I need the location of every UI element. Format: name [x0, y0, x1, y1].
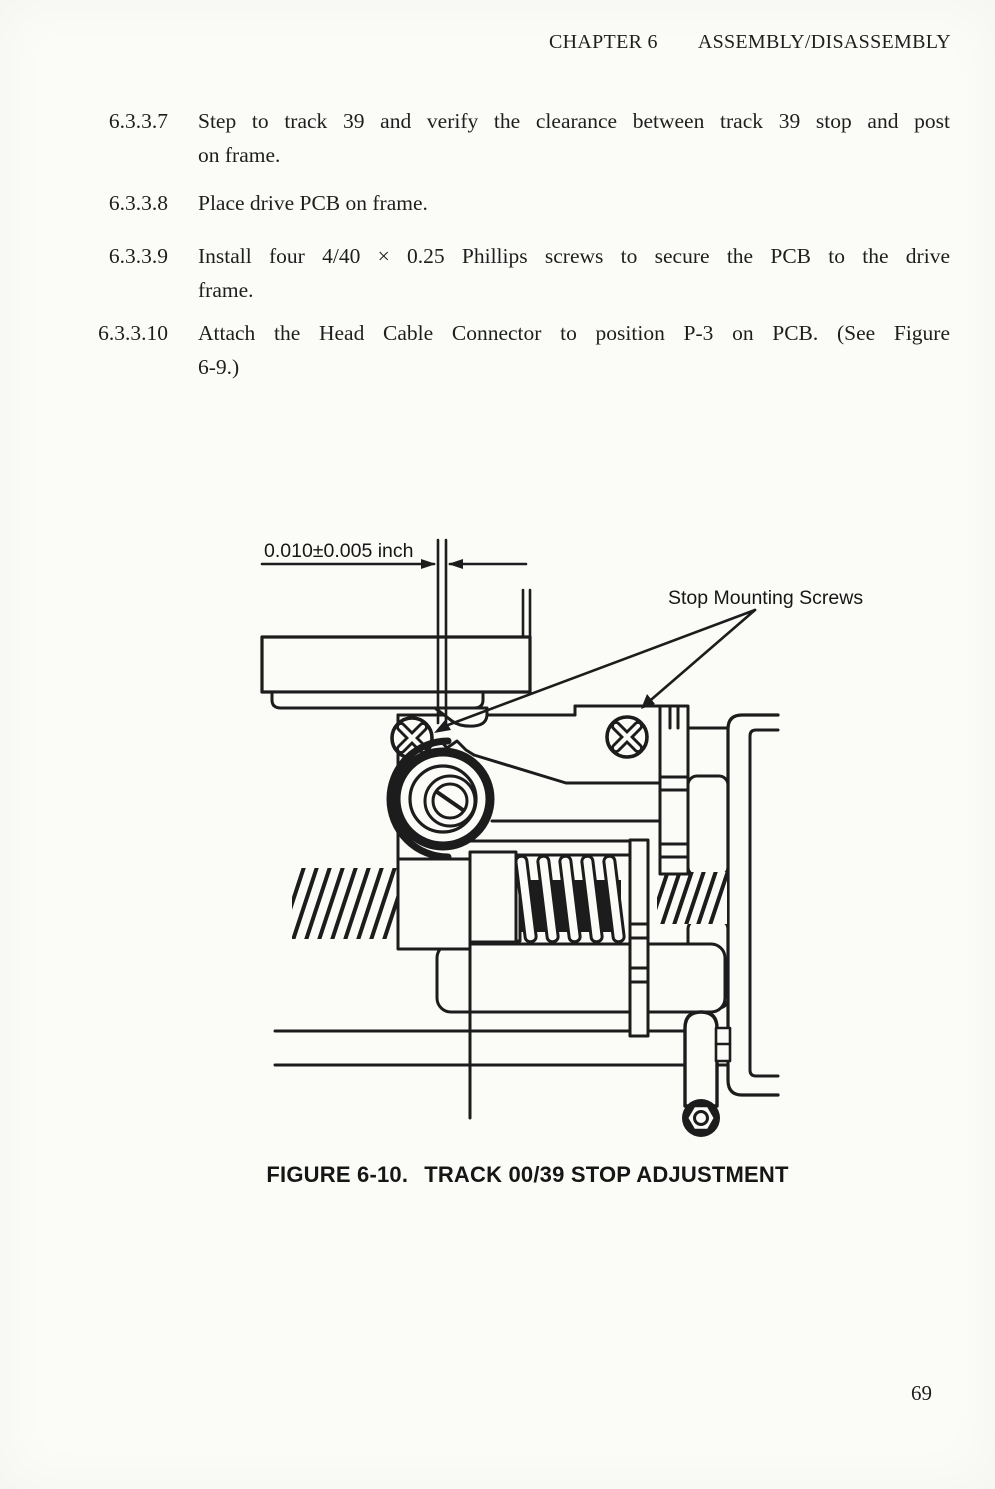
- step-number: 6.3.3.8: [108, 191, 168, 215]
- step-text: Attach the Head Cable Connector to position P-3 on PCB. (See Figure 6-9.): [198, 321, 950, 379]
- page-header: [549, 31, 951, 54]
- chapter-title: ASSEMBLY/DISASSEMBLY: [697, 31, 951, 53]
- frame-rails: [275, 1031, 727, 1065]
- step-63310: [0, 316, 950, 384]
- stop-mounting-screw-right: [607, 717, 647, 757]
- chapter-label: CHAPTER 6: [549, 31, 658, 53]
- compression-spring: [506, 855, 630, 942]
- head-carriage-block: [262, 637, 530, 726]
- step-number: 6.3.3.10: [98, 321, 168, 345]
- drive-frame-bracket: [728, 715, 778, 1095]
- step-6337: [0, 104, 950, 172]
- screws-label: Stop Mounting Screws: [668, 587, 864, 609]
- base-plate: [437, 944, 725, 1012]
- step-text: Step to track 39 and verify the clearance between track 39 stop and post on frame.: [198, 109, 950, 167]
- step-text: Install four 4/40 × 0.25 Phillips screws to secure the PCB to the drive frame.: [198, 244, 950, 302]
- spring-nut-post: [630, 840, 648, 1036]
- step-text: Place drive PCB on frame.: [198, 191, 428, 215]
- lead-screw-left: [280, 867, 408, 940]
- step-6339: [0, 239, 950, 307]
- step-number: 6.3.3.7: [108, 109, 168, 133]
- page-number: 69: [911, 1381, 932, 1405]
- hex-bolt: [682, 1099, 720, 1137]
- step-number: 6.3.3.9: [108, 244, 168, 268]
- dimension-label: 0.010±0.005 inch: [264, 540, 414, 562]
- figure-caption: [63, 1162, 992, 1188]
- carriage-block: [398, 852, 516, 949]
- figure-6-10-drawing: [230, 524, 930, 1156]
- figure-caption-title: TRACK 00/39 STOP ADJUSTMENT: [424, 1162, 789, 1187]
- figure-caption-number: FIGURE 6-10.: [266, 1162, 409, 1187]
- step-6338: [0, 186, 950, 220]
- lead-screw-right: [650, 871, 728, 925]
- slotted-pivot-screw: [425, 776, 475, 826]
- dimension-callout: [262, 540, 526, 569]
- guide-pin: [685, 1012, 730, 1106]
